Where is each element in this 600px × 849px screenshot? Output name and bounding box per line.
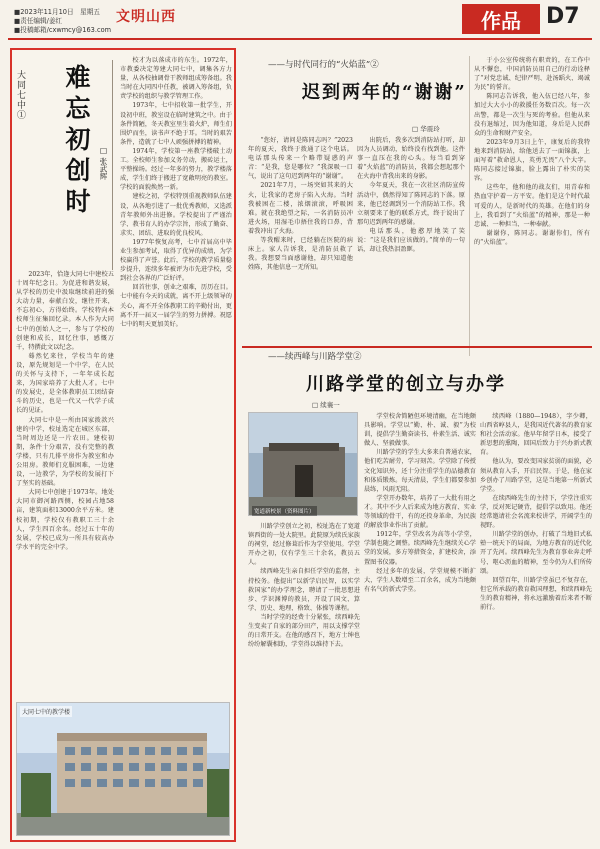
paragraph: 在续西峰先生的主持下，学堂注重实学，反对死记硬背，提倡学以致用。他还经常邀请社会名流来校讲学，开阔学生的视野。 <box>480 494 592 530</box>
paragraph: 回首往事，创业之艰难，历历在目。七中能有今天的成就，离不开上级领导的关心，离不开全体教职工的辛勤付出，更离不开一届又一届学生的努力拼搏。祝愿七中的明天更加美好。 <box>120 284 232 328</box>
series-label: 大同七中① <box>15 70 25 120</box>
paragraph: 回望百年，川路学堂虽已不复存在，但它所承载的教育救国理想，和续西峰先生的教育精神，将永远激励着后来者不断前行。 <box>480 576 592 611</box>
article2-column-2 <box>364 412 476 840</box>
paragraph: 1912年，学堂改名为高等小学堂，学制也随之调整。续西峰先生继续关心学堂的发展，多方筹措资金，扩建校舍，添置图书仪器。 <box>364 531 476 566</box>
paragraph: “您好，请问是陈同志吗？”2023年的夏天，我终于拨通了这个电话。电话那头传来一个略带疑惑的声音：“是我，您是哪位？”我深吸一口气，说出了这句迟到两年的“谢谢”。 <box>248 137 353 181</box>
paragraph: 他认为，要改变国家贫弱的面貌，必须从教育入手，开启民智。于是，他在家乡创办了川路学堂，这是当地第一所新式学堂。 <box>480 458 592 493</box>
title-divider <box>112 60 113 270</box>
article1-column-2 <box>357 136 465 334</box>
school-building-photo <box>16 702 230 836</box>
paragraph: 谢谢你，陈同志。谢谢你们，所有的“火焰蓝”。 <box>474 229 590 246</box>
article2-column-3 <box>480 412 592 840</box>
paragraph: 电话那头，他憨厚地笑了笑说：“这是我们应该做的。”简单的一句话，却让我热泪盈眶。 <box>357 227 465 254</box>
article2-byline: □ 续襄一 <box>312 401 340 409</box>
paragraph: 1974年，学校第一座教学楼破土动工。全校师生参加义务劳动，搬砖运土，平整操场。经过一年多的努力，教学楼落成，学生们终于搬进了宽敞明亮的教室。学校的面貌焕然一新。 <box>120 147 232 192</box>
left-article-column-right <box>120 56 232 630</box>
section-rule <box>242 346 592 348</box>
paragraph: 当时学堂的经费十分紧张，续西峰先生变卖了自家的部分田产，用以支撑学堂的日常开支。在他的感召下，地方士绅也纷纷解囊相助，学堂得以维持下去。 <box>248 613 360 649</box>
article2-kicker: ——续西峰与川路学堂② <box>268 352 362 362</box>
paragraph: 经过多年的发展，学堂规模不断扩大，学生人数增至二百余名，成为当地颇有名气的新式学堂。 <box>364 567 476 593</box>
paragraph: 大同七中是一所由国家拨款兴建的中学，校址选定在城区东部，当时周边还是一片农田。建校初期，条件十分艰苦，没有完整的教学楼，只有几排平房作为教室和办公用房。教师们克服困难，一边建设，一边教学，为学校的发展打下了坚实的基础。 <box>16 416 114 488</box>
article2-column-1 <box>248 522 360 840</box>
paragraph: 2023年，恰逢大同七中建校五十周年纪念日。为促进和谐发展，从学校的历史中汲取继续前进的强大动力量，奉献白发，继往开来，不忘初心，方得始终。学校特向本校师生征集回忆录。本人作为大同七中的创始人之一，参与了学校的创建和成长，回忆往事，感慨万千，特撰此文以纪念。 <box>16 271 114 351</box>
paragraph: 川路学堂创立之初，校址选在了宽道镇西街的一处大院里。此院原为续氏家族的祠堂，经过修葺后作为学堂使用。学堂开办之初，仅有学生三十余名，教员五人。 <box>248 523 360 567</box>
section-badge: 作品 <box>462 4 540 34</box>
paragraph: 2021年7月，一场突如其来的大火，让我家的老房子陷入火海。当时我被困在二楼，浓烟滚滚，呼吸困难。就在我绝望之际，一名消防员冲进火场，用湿毛巾捂住我的口鼻，背着我冲出了火海。 <box>248 182 353 235</box>
left-article-title: 难忘初创时 <box>62 64 91 219</box>
left-article-byline: □ 张武辉 <box>99 146 108 180</box>
paragraph: 等我醒来时，已经躺在医院的病床上。家人告诉我，是消防员救了我。我想要当面感谢他，却只知道他姓陈，其他信息一无所知。 <box>248 237 353 272</box>
paragraph: 这些年，他和他的战友们，用青春和热血守护着一方平安。他们是这个时代最可爱的人，是新时代的英雄。在他们的身上，我看到了“火焰蓝”的精神，那是一种忠诚、一种担当、一种奉献。 <box>474 184 590 228</box>
issue-date: ■2023年11月10日 星期五 <box>14 8 100 16</box>
article1-column-3 <box>474 56 590 346</box>
submission-email: ■投稿邮箱/cxwmcy@163.com <box>14 26 112 34</box>
paragraph: 陈同志告诉我，他入伍已经八年，参加过大大小小的救援任务数百次。每一次出警，都是一次生与死的考验。但他从来没有退缩过，因为他知道，身后是人民群众的生命和财产安全。 <box>474 93 590 137</box>
paragraph: 出院后，我多次到消防站打听，却因为人员调动，始终没有找到他。这件事一直压在我的心头。每当看到穿着“火焰蓝”的消防员，我都会想起那个在火海中背我出来的身影。 <box>357 137 465 181</box>
paragraph: 续西峰先生亲自担任学堂的监督，主持校务。他提出“以新学启民智，以实学救国家”的办学理念，聘请了一批思想进步、学识渊博的教员，开设了国文、算学、历史、地理、格致、体操等课程。 <box>248 568 360 612</box>
article1-column-1 <box>248 136 353 334</box>
paragraph: 大同七中创建于1973年。地处大同市御河路西侧，校园占地58亩，建筑面积13000余平方米。建校初期，学校仅有教职工三十余人，学生四百余名。经过五十年的发展，学校已成为一所具有较高办学水平的完全中学。 <box>16 489 114 551</box>
paragraph: 2023年9月3日上午，康复后的我特地来到消防站，给他送去了一面锦旗，上面写着“救命恩人，英勇无畏”八个大字。陈同志接过锦旗，脸上露出了朴实的笑容。 <box>474 138 590 183</box>
article1-kicker: ——与时代同行的“火焰蓝”② <box>268 60 379 70</box>
article1-byline: □ 华震玲 <box>412 125 440 133</box>
paragraph: 于小公室传统将有职责的，在工作中从不懈怠，中国消防员用自己的行动诠释了“对党忠诚、纪律严明、赴汤蹈火、竭诚为民”的誓言。 <box>474 57 590 92</box>
paragraph: 今年夏天，我在一次社区消防宣传活动中，偶然得知了陈同志的下落。原来，他已经调到另一个消防站工作。我立刻要来了他的联系方式，终于说出了那句迟到两年的感谢。 <box>357 182 465 226</box>
photo-caption: 大同七中的教学楼 <box>20 706 72 717</box>
paragraph: 学堂开办数年，培养了一大批有用之才。其中不少人后来成为地方教育、实业等领域的骨干，有的还投身革命，为民族的解放事业作出了贡献。 <box>364 494 476 530</box>
left-article-column-left <box>16 270 114 698</box>
paragraph: 建校之初，学校特别重视教师队伍建设，从各地引进了一批优秀教师，又选派青年教师外出进修。学校提出了严谨治学、教书育人的办学宗旨，形成了勤奋、求实、团结、进取的优良校风。 <box>120 193 232 237</box>
paragraph: 续西峰（1880—1948），字少卿，山西省崞县人，是我国近代著名的教育家和社会活动家。他早年留学日本，接受了新思想的熏陶，回国后致力于兴办新式教育。 <box>480 413 592 457</box>
article2-headline: 川路学堂的创立与办学 <box>306 374 506 395</box>
photo-caption: 宽道新校景（资料图片） <box>252 506 317 516</box>
paragraph: 川路学堂的学生大多来自普通农家，他们吃苦耐劳，学习刻苦。学堂除了传授文化知识外，还十分注重学生的品德教育和体质锻炼。每天清晨，学生们都要参加晨练，风雨无阻。 <box>364 449 476 493</box>
paragraph: 学堂校舍简陋但环境清幽，在当地颇具影响。学堂以“勤、朴、诚、毅”为校训，提倡学生勤奋读书、朴素生活、诚实做人、坚毅做事。 <box>364 413 476 448</box>
paragraph: 1973年，七中招收第一批学生，开设初中班，教室设在临时建筑之中。由于条件简陋，冬天教室里生着火炉，师生们围炉而坐，读书声不绝于耳。当时的艰苦条件，造就了七中人顽强拼搏的精神。 <box>120 102 232 146</box>
article1-headline: 迟到两年的“谢谢” <box>302 82 467 103</box>
school-gate-photo <box>248 412 358 516</box>
newspaper-logo: 文明山西 <box>116 9 176 25</box>
responsible-editor: ■责任编辑/姜红 <box>14 17 63 25</box>
masthead-rule <box>8 38 592 40</box>
column-divider <box>469 56 470 356</box>
paragraph: 川路学堂的创办，打破了当地旧式私塾一统天下的局面，为地方教育的近代化开了先河。续西峰先生为教育事业奔走呼号、呕心沥血的精神，至今仍为人们所传颂。 <box>480 531 592 575</box>
issue-info <box>14 8 111 35</box>
paragraph: 校才为以落成市的东生。1972年，市教委决定筹建大同七中，调集各方力量，从各校抽调骨干教师组成筹备组。我当时在大同四中任教，被调入筹备组，负责学校的组织与教学管理工作。 <box>120 57 232 101</box>
paragraph: 1977年恢复高考，七中首届高中毕业生参加考试，取得了优异的成绩，为学校赢得了声誉。此后，学校的教学质量稳步提升，连续多年被评为市先进学校，受到社会各界的广泛好评。 <box>120 238 232 283</box>
page-number: D7 <box>546 4 580 29</box>
paragraph: 蓦然忆来往，学校当年的建设，原先规划是一个中学，在人民的关怀与支持下，一年年成长起来，为国家培养了大批人才。七中的发展史，是全体教职员工团结奋斗的历史，也是一代又一代学子成长的见证。 <box>16 352 114 415</box>
